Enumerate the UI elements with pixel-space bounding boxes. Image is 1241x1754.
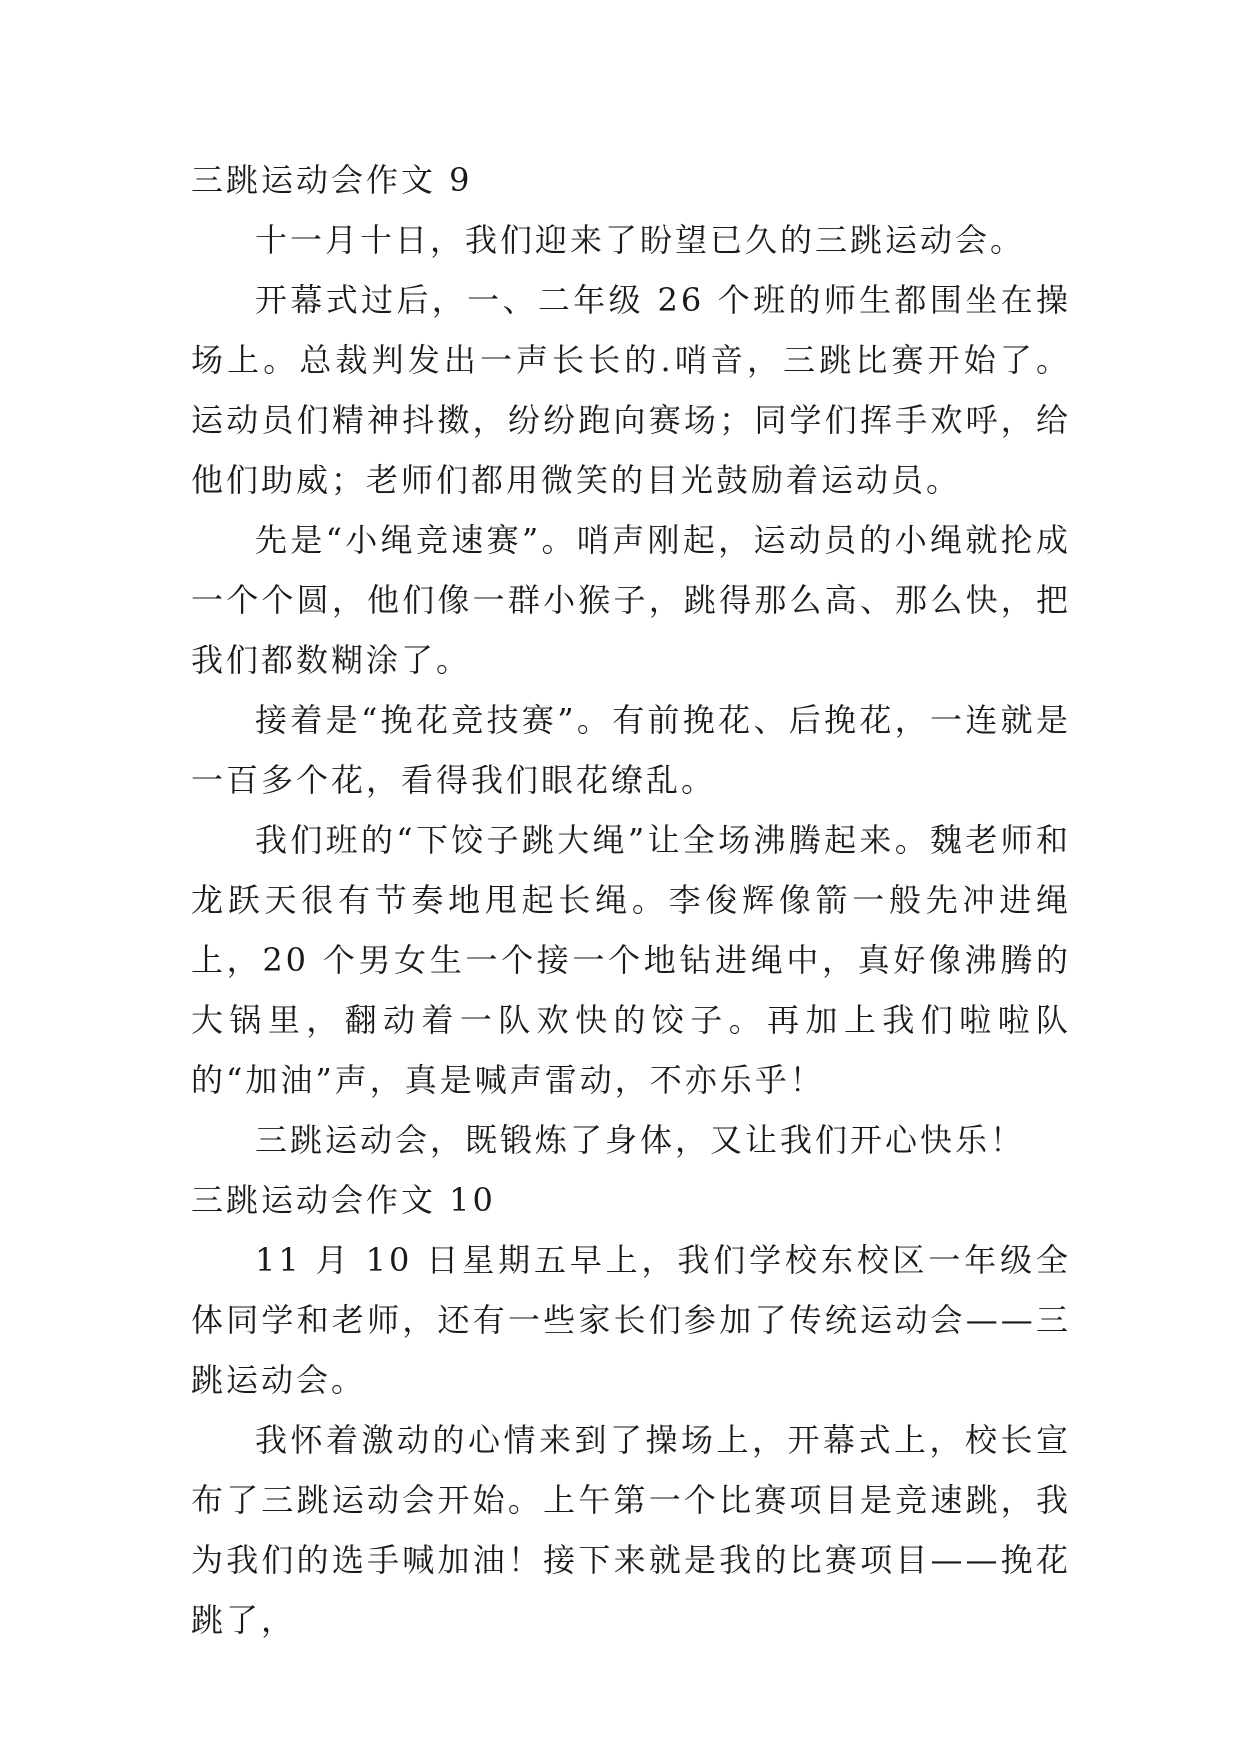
paragraph: 先是“小绳竞速赛”。哨声刚起，运动员的小绳就抡成一个个圆，他们像一群小猴子，跳得那么高、那么快，把我们都数糊涂了。 [191, 521, 1071, 679]
essay-heading: 三跳运动会作文 9 [191, 161, 473, 199]
paragraph: 三跳运动会，既锻炼了身体，又让我们开心快乐！ [255, 1121, 1026, 1159]
paragraph: 我怀着激动的心情来到了操场上，开幕式上，校长宣布了三跳运动会开始。上午第一个比赛项目是竞速跳，我为我们的选手喊加油！接下来就是我的比赛项目——挽花跳了， [191, 1421, 1071, 1639]
essay-section-10 [191, 1170, 1071, 1650]
paragraph: 开幕式过后，一、二年级 26 个班的师生都围坐在操场上。总裁判发出一声长长的.哨音，三跳比赛开始了。运动员们精神抖擞，纷纷跑向赛场；同学们挥手欢呼，给他们助威；老师们都用微笑的目光鼓励着运动员。 [191, 281, 1071, 499]
essay-section-9 [191, 150, 1071, 1170]
paragraph: 接着是“挽花竞技赛”。有前挽花、后挽花，一连就是一百多个花，看得我们眼花缭乱。 [191, 701, 1071, 799]
paragraph: 11 月 10 日星期五早上，我们学校东校区一年级全体同学和老师，还有一些家长们参加了传统运动会——三跳运动会。 [191, 1241, 1071, 1399]
document-body [191, 150, 1071, 1650]
essay-heading: 三跳运动会作文 10 [191, 1181, 496, 1219]
paragraph: 我们班的“下饺子跳大绳”让全场沸腾起来。魏老师和龙跃天很有节奏地甩起长绳。李俊辉像箭一般先冲进绳上，20 个男女生一个接一个地钻进绳中，真好像沸腾的大锅里，翻动着一队欢快的饺子。再加上我们啦啦队的“加油”声，真是喊声雷动，不亦乐乎！ [191, 821, 1071, 1099]
paragraph: 十一月十日，我们迎来了盼望已久的三跳运动会。 [255, 221, 1026, 259]
